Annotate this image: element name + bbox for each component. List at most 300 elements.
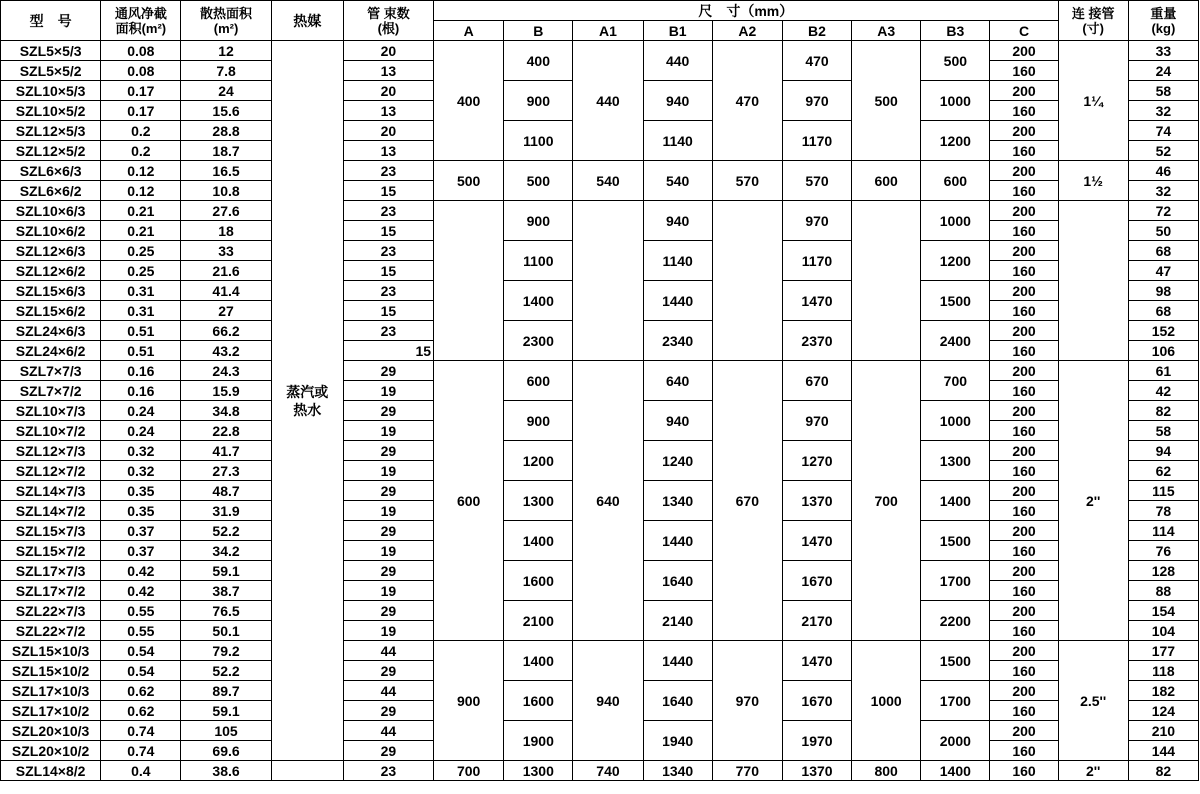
tubes-cell: 23: [343, 321, 433, 341]
dim-b3-cell: 1000: [921, 401, 990, 441]
dim-c-cell: 200: [990, 641, 1058, 661]
heat-area-cell: 31.9: [181, 501, 271, 521]
vent-area-cell: 0.17: [101, 101, 181, 121]
vent-area-cell: 0.08: [101, 61, 181, 81]
tubes-cell: 44: [343, 681, 433, 701]
dim-c-cell: 160: [990, 461, 1058, 481]
dim-b2-cell: 1370: [782, 481, 851, 521]
heat-area-cell: 43.2: [181, 341, 271, 361]
model-cell: SZL24×6/2: [1, 341, 101, 361]
heat-area-cell: 28.8: [181, 121, 271, 141]
dim-a2-cell: 570: [712, 161, 782, 201]
dim-b-cell: 900: [504, 401, 573, 441]
tubes-cell: 13: [343, 61, 433, 81]
dim-c-cell: 200: [990, 361, 1058, 381]
dim-c-cell: 160: [990, 661, 1058, 681]
dim-c-cell: 200: [990, 121, 1058, 141]
dim-b3-cell: 1300: [921, 441, 990, 481]
tubes-cell: 44: [343, 721, 433, 741]
header-weight: 重量 (kg): [1128, 1, 1198, 41]
weight-cell: 210: [1128, 721, 1198, 741]
dim-b1-cell: 1140: [643, 121, 712, 161]
model-cell: SZL10×7/3: [1, 401, 101, 421]
model-cell: SZL5×5/3: [1, 41, 101, 61]
dim-b2-cell: 1370: [782, 761, 851, 781]
dim-b-cell: 500: [504, 161, 573, 201]
dim-a1-cell: 640: [573, 361, 643, 641]
dim-c-cell: 160: [990, 181, 1058, 201]
dim-c-cell: 160: [990, 341, 1058, 361]
connection-cell: 2'': [1058, 361, 1128, 641]
dim-a1-cell: 940: [573, 641, 643, 761]
tubes-cell: 44: [343, 641, 433, 661]
weight-cell: 144: [1128, 741, 1198, 761]
tubes-cell: 20: [343, 121, 433, 141]
dim-b3-cell: 1700: [921, 561, 990, 601]
heat-area-cell: 18.7: [181, 141, 271, 161]
dim-c-cell: 200: [990, 481, 1058, 501]
dim-c-cell: 160: [990, 501, 1058, 521]
dim-b3-cell: 1000: [921, 81, 990, 121]
dim-b3-cell: 1200: [921, 241, 990, 281]
heat-area-cell: 10.8: [181, 181, 271, 201]
vent-area-cell: 0.08: [101, 41, 181, 61]
dim-b2-cell: 1670: [782, 681, 851, 721]
dim-b3-cell: 1400: [921, 761, 990, 781]
vent-area-cell: 0.51: [101, 321, 181, 341]
dim-a3-cell: [852, 201, 921, 361]
header-tubes: 管 束数 (根): [343, 1, 433, 41]
model-cell: SZL6×6/3: [1, 161, 101, 181]
dim-b2-cell: 1170: [782, 121, 851, 161]
tubes-cell: 15: [343, 181, 433, 201]
weight-cell: 82: [1128, 761, 1198, 781]
model-cell: SZL7×7/2: [1, 381, 101, 401]
weight-cell: 82: [1128, 401, 1198, 421]
dim-b2-cell: 1670: [782, 561, 851, 601]
dim-c-cell: 200: [990, 41, 1058, 61]
heat-area-cell: 18: [181, 221, 271, 241]
table-row: [1, 641, 1199, 661]
dim-b1-cell: 940: [643, 201, 712, 241]
dim-b2-cell: 1470: [782, 641, 851, 681]
dim-b-cell: 1900: [504, 721, 573, 761]
dim-a2-cell: 470: [712, 41, 782, 161]
dim-b2-cell: 970: [782, 201, 851, 241]
weight-cell: 72: [1128, 201, 1198, 221]
model-cell: SZL20×10/2: [1, 741, 101, 761]
model-cell: SZL22×7/3: [1, 601, 101, 621]
weight-cell: 182: [1128, 681, 1198, 701]
model-cell: SZL12×7/3: [1, 441, 101, 461]
header-dim-b3: B3: [921, 21, 990, 41]
heat-area-cell: 27.6: [181, 201, 271, 221]
weight-cell: 47: [1128, 261, 1198, 281]
dim-c-cell: 160: [990, 761, 1058, 781]
weight-cell: 58: [1128, 81, 1198, 101]
dim-b-cell: 1400: [504, 641, 573, 681]
vent-area-cell: 0.25: [101, 261, 181, 281]
dim-b1-cell: 440: [643, 41, 712, 81]
dim-c-cell: 160: [990, 101, 1058, 121]
dim-b1-cell: 1940: [643, 721, 712, 761]
dim-b1-cell: 1440: [643, 521, 712, 561]
tubes-cell: 23: [343, 241, 433, 261]
heat-area-cell: 34.2: [181, 541, 271, 561]
weight-cell: 42: [1128, 381, 1198, 401]
model-cell: SZL17×10/3: [1, 681, 101, 701]
model-cell: SZL17×7/3: [1, 561, 101, 581]
vent-area-cell: 0.55: [101, 601, 181, 621]
heat-area-cell: 15.6: [181, 101, 271, 121]
tubes-cell: 19: [343, 621, 433, 641]
weight-cell: 61: [1128, 361, 1198, 381]
header-dim-b1: B1: [643, 21, 712, 41]
vent-area-cell: 0.24: [101, 401, 181, 421]
heat-area-cell: 16.5: [181, 161, 271, 181]
heat-area-cell: 21.6: [181, 261, 271, 281]
weight-cell: 124: [1128, 701, 1198, 721]
dim-b-cell: 1600: [504, 561, 573, 601]
dim-b1-cell: 1440: [643, 641, 712, 681]
model-cell: SZL15×7/3: [1, 521, 101, 541]
heat-area-cell: 27.3: [181, 461, 271, 481]
tubes-cell: 23: [343, 761, 433, 781]
dim-c-cell: 200: [990, 161, 1058, 181]
model-cell: SZL14×7/2: [1, 501, 101, 521]
dim-b1-cell: 2340: [643, 321, 712, 361]
dim-a2-cell: 670: [712, 361, 782, 641]
model-cell: SZL12×7/2: [1, 461, 101, 481]
dim-c-cell: 200: [990, 721, 1058, 741]
vent-area-cell: 0.4: [101, 761, 181, 781]
dim-a3-cell: 500: [852, 41, 921, 161]
heat-area-cell: 15.9: [181, 381, 271, 401]
dim-a1-cell: 440: [573, 41, 643, 161]
vent-area-cell: 0.42: [101, 561, 181, 581]
dim-a3-cell: 1000: [852, 641, 921, 761]
dim-a-cell: 400: [434, 41, 504, 161]
header-dim-b: B: [504, 21, 573, 41]
dim-b3-cell: 1400: [921, 481, 990, 521]
tubes-cell: 29: [343, 661, 433, 681]
model-cell: SZL14×8/2: [1, 761, 101, 781]
tubes-cell: 29: [343, 561, 433, 581]
header-dim-c: C: [990, 21, 1058, 41]
dim-b-cell: 1300: [504, 761, 573, 781]
weight-cell: 177: [1128, 641, 1198, 661]
dim-b3-cell: 600: [921, 161, 990, 201]
dim-a1-cell: 740: [573, 761, 643, 781]
header-dim-a3: A3: [852, 21, 921, 41]
dim-c-cell: 200: [990, 321, 1058, 341]
vent-area-cell: 0.2: [101, 141, 181, 161]
dim-b2-cell: 570: [782, 161, 851, 201]
dim-c-cell: 200: [990, 601, 1058, 621]
table-row: [1, 201, 1199, 221]
heat-area-cell: 69.6: [181, 741, 271, 761]
dim-b1-cell: 640: [643, 361, 712, 401]
dim-b-cell: 2100: [504, 601, 573, 641]
vent-area-cell: 0.35: [101, 501, 181, 521]
tubes-cell: 29: [343, 401, 433, 421]
weight-cell: 52: [1128, 141, 1198, 161]
dim-c-cell: 160: [990, 581, 1058, 601]
tubes-cell: 19: [343, 501, 433, 521]
dim-a-cell: [434, 201, 504, 361]
vent-area-cell: 0.37: [101, 541, 181, 561]
table-row: [1, 41, 1199, 61]
vent-area-cell: 0.51: [101, 341, 181, 361]
tubes-cell: 19: [343, 461, 433, 481]
model-cell: SZL17×10/2: [1, 701, 101, 721]
header-dim-a1: A1: [573, 21, 643, 41]
dim-a-cell: 600: [434, 361, 504, 641]
dim-a1-cell: 540: [573, 161, 643, 201]
tubes-cell: 23: [343, 201, 433, 221]
dim-b-cell: 1300: [504, 481, 573, 521]
dim-a3-cell: 800: [852, 761, 921, 781]
dim-c-cell: 160: [990, 61, 1058, 81]
model-cell: SZL14×7/3: [1, 481, 101, 501]
heat-area-cell: 41.7: [181, 441, 271, 461]
dim-a2-cell: [712, 201, 782, 361]
tubes-cell: 19: [343, 381, 433, 401]
dim-c-cell: 160: [990, 381, 1058, 401]
header-heat-area: 散热面积 (m²): [181, 1, 271, 41]
dim-a1-cell: [573, 201, 643, 361]
dim-b1-cell: 1340: [643, 761, 712, 781]
dim-c-cell: 160: [990, 421, 1058, 441]
dim-c-cell: 200: [990, 281, 1058, 301]
dim-c-cell: 200: [990, 401, 1058, 421]
dim-c-cell: 200: [990, 681, 1058, 701]
dim-b2-cell: 1970: [782, 721, 851, 761]
weight-cell: 68: [1128, 301, 1198, 321]
dim-b1-cell: 1240: [643, 441, 712, 481]
dim-a-cell: 500: [434, 161, 504, 201]
model-cell: SZL10×5/3: [1, 81, 101, 101]
dim-c-cell: 200: [990, 561, 1058, 581]
heat-medium-cell: [271, 761, 343, 781]
model-cell: SZL10×6/2: [1, 221, 101, 241]
heat-area-cell: 38.7: [181, 581, 271, 601]
dim-b-cell: 900: [504, 201, 573, 241]
tubes-cell: 20: [343, 81, 433, 101]
heat-area-cell: 105: [181, 721, 271, 741]
weight-cell: 88: [1128, 581, 1198, 601]
weight-cell: 152: [1128, 321, 1198, 341]
header-size: 尺 寸（mm）: [434, 1, 1059, 21]
tubes-cell: 15: [343, 261, 433, 281]
heat-area-cell: 27: [181, 301, 271, 321]
vent-area-cell: 0.32: [101, 461, 181, 481]
tubes-cell: 29: [343, 741, 433, 761]
model-cell: SZL15×10/3: [1, 641, 101, 661]
weight-cell: 76: [1128, 541, 1198, 561]
dim-b3-cell: 1200: [921, 121, 990, 161]
model-cell: SZL10×7/2: [1, 421, 101, 441]
vent-area-cell: 0.35: [101, 481, 181, 501]
dim-b2-cell: 670: [782, 361, 851, 401]
dim-b-cell: 400: [504, 41, 573, 81]
tubes-cell: 23: [343, 161, 433, 181]
dim-b2-cell: 470: [782, 41, 851, 81]
header-heat-medium: 热媒: [271, 1, 343, 41]
dim-b1-cell: 540: [643, 161, 712, 201]
dim-c-cell: 160: [990, 621, 1058, 641]
dim-b1-cell: 1440: [643, 281, 712, 321]
model-cell: SZL10×5/2: [1, 101, 101, 121]
heat-medium-cell: 蒸汽或 热水: [271, 41, 343, 761]
tubes-cell: 29: [343, 441, 433, 461]
tubes-cell: 29: [343, 701, 433, 721]
weight-cell: 104: [1128, 621, 1198, 641]
dim-b-cell: 600: [504, 361, 573, 401]
dim-a3-cell: 700: [852, 361, 921, 641]
dim-b-cell: 1400: [504, 521, 573, 561]
model-cell: SZL22×7/2: [1, 621, 101, 641]
dim-c-cell: 200: [990, 521, 1058, 541]
heat-area-cell: 52.2: [181, 661, 271, 681]
vent-area-cell: 0.16: [101, 361, 181, 381]
dim-b-cell: 900: [504, 81, 573, 121]
vent-area-cell: 0.16: [101, 381, 181, 401]
dim-c-cell: 160: [990, 221, 1058, 241]
weight-cell: 114: [1128, 521, 1198, 541]
heat-area-cell: 48.7: [181, 481, 271, 501]
heat-area-cell: 12: [181, 41, 271, 61]
dim-b3-cell: 1500: [921, 521, 990, 561]
heat-area-cell: 52.2: [181, 521, 271, 541]
dim-b3-cell: 2400: [921, 321, 990, 361]
dim-b2-cell: 1270: [782, 441, 851, 481]
heat-area-cell: 34.8: [181, 401, 271, 421]
model-cell: SZL5×5/2: [1, 61, 101, 81]
dim-b3-cell: 1500: [921, 281, 990, 321]
header-dim-a2: A2: [712, 21, 782, 41]
header-vent-area: 通风净截 面积(m²): [101, 1, 181, 41]
vent-area-cell: 0.62: [101, 701, 181, 721]
model-cell: SZL15×6/3: [1, 281, 101, 301]
vent-area-cell: 0.12: [101, 161, 181, 181]
tubes-cell: 13: [343, 141, 433, 161]
dim-b2-cell: 1470: [782, 281, 851, 321]
weight-cell: 68: [1128, 241, 1198, 261]
model-cell: SZL12×5/2: [1, 141, 101, 161]
heat-area-cell: 24.3: [181, 361, 271, 381]
heat-area-cell: 33: [181, 241, 271, 261]
tubes-cell: 29: [343, 361, 433, 381]
dim-b1-cell: 1140: [643, 241, 712, 281]
model-cell: SZL12×6/2: [1, 261, 101, 281]
dim-a-cell: 700: [434, 761, 504, 781]
dim-c-cell: 160: [990, 261, 1058, 281]
dim-a3-cell: 600: [852, 161, 921, 201]
header-dim-a: A: [434, 21, 504, 41]
model-cell: SZL15×7/2: [1, 541, 101, 561]
dim-b1-cell: 1640: [643, 681, 712, 721]
model-cell: SZL10×6/3: [1, 201, 101, 221]
vent-area-cell: 0.31: [101, 301, 181, 321]
dim-b1-cell: 1340: [643, 481, 712, 521]
tubes-cell: 13: [343, 101, 433, 121]
tubes-cell: 19: [343, 581, 433, 601]
table-body: [1, 41, 1199, 781]
weight-cell: 24: [1128, 61, 1198, 81]
vent-area-cell: 0.25: [101, 241, 181, 261]
dim-b1-cell: 1640: [643, 561, 712, 601]
vent-area-cell: 0.55: [101, 621, 181, 641]
model-cell: SZL6×6/2: [1, 181, 101, 201]
dim-c-cell: 200: [990, 241, 1058, 261]
heat-area-cell: 76.5: [181, 601, 271, 621]
dim-b3-cell: 500: [921, 41, 990, 81]
dim-c-cell: 200: [990, 81, 1058, 101]
dim-b1-cell: 940: [643, 401, 712, 441]
heat-area-cell: 59.1: [181, 561, 271, 581]
dim-c-cell: 200: [990, 441, 1058, 461]
weight-cell: 106: [1128, 341, 1198, 361]
weight-cell: 74: [1128, 121, 1198, 141]
dim-b2-cell: 970: [782, 81, 851, 121]
dim-b-cell: 1400: [504, 281, 573, 321]
vent-area-cell: 0.12: [101, 181, 181, 201]
tubes-cell: 20: [343, 41, 433, 61]
weight-cell: 32: [1128, 101, 1198, 121]
dim-b3-cell: 700: [921, 361, 990, 401]
table-row: [1, 161, 1199, 181]
model-cell: SZL15×6/2: [1, 301, 101, 321]
model-cell: SZL24×6/3: [1, 321, 101, 341]
tubes-cell: 19: [343, 541, 433, 561]
heat-area-cell: 59.1: [181, 701, 271, 721]
connection-cell: 1½: [1058, 161, 1128, 201]
heat-area-cell: 50.1: [181, 621, 271, 641]
vent-area-cell: 0.37: [101, 521, 181, 541]
heat-area-cell: 22.8: [181, 421, 271, 441]
connection-cell: 2'': [1058, 761, 1128, 781]
vent-area-cell: 0.74: [101, 721, 181, 741]
dim-b3-cell: 1500: [921, 641, 990, 681]
model-cell: SZL7×7/3: [1, 361, 101, 381]
heat-area-cell: 79.2: [181, 641, 271, 661]
heat-area-cell: 38.6: [181, 761, 271, 781]
vent-area-cell: 0.74: [101, 741, 181, 761]
dim-b2-cell: 2170: [782, 601, 851, 641]
header-model: 型 号: [1, 1, 101, 41]
dim-b3-cell: 1700: [921, 681, 990, 721]
weight-cell: 50: [1128, 221, 1198, 241]
weight-cell: 94: [1128, 441, 1198, 461]
tubes-cell: 15: [343, 301, 433, 321]
heat-area-cell: 7.8: [181, 61, 271, 81]
heat-area-cell: 66.2: [181, 321, 271, 341]
table-row: [1, 761, 1199, 781]
dim-b2-cell: 970: [782, 401, 851, 441]
dim-c-cell: 160: [990, 141, 1058, 161]
dim-a-cell: 900: [434, 641, 504, 761]
connection-cell: [1058, 201, 1128, 361]
weight-cell: 62: [1128, 461, 1198, 481]
weight-cell: 78: [1128, 501, 1198, 521]
weight-cell: 128: [1128, 561, 1198, 581]
header-row-top: [1, 1, 1199, 21]
table-row: [1, 361, 1199, 381]
dim-b1-cell: 2140: [643, 601, 712, 641]
tubes-cell: 29: [343, 601, 433, 621]
model-cell: SZL12×5/3: [1, 121, 101, 141]
